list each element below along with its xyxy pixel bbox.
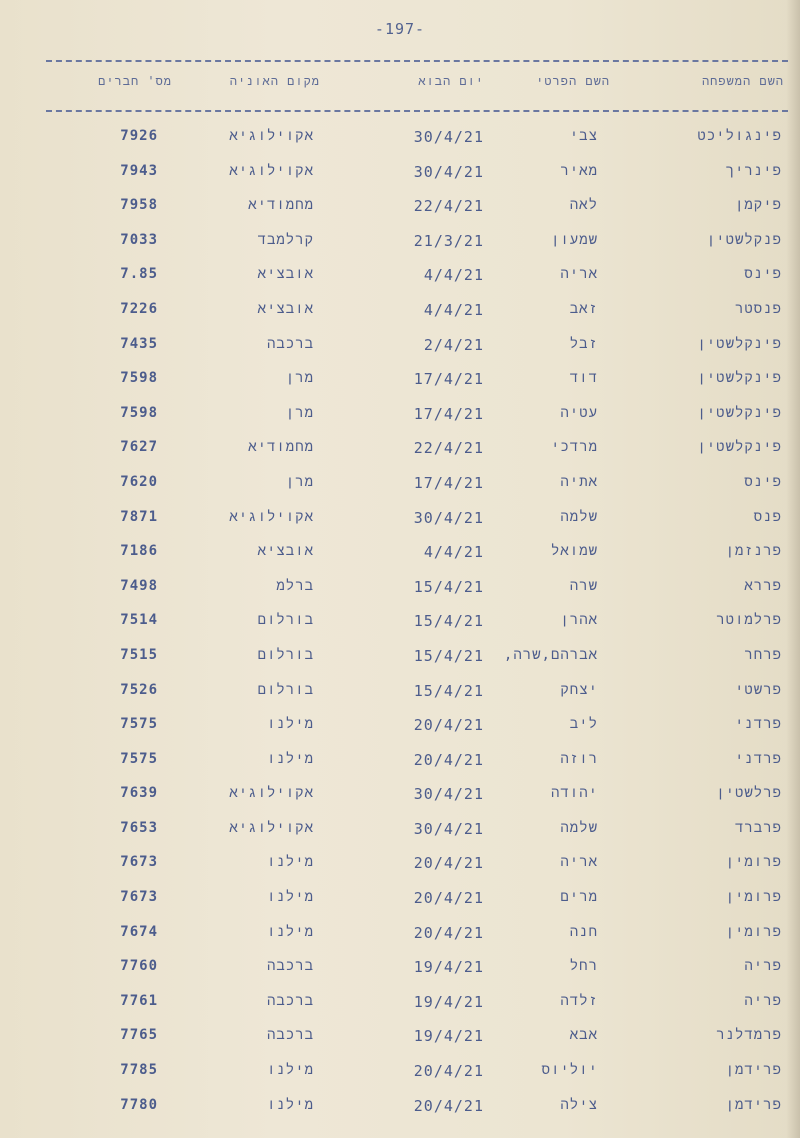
arrival-date-cell: 30/4/21 (413, 819, 484, 838)
table-row (46, 639, 788, 674)
ship-place-cell: אובציא (257, 266, 314, 283)
family-name-cell: פינס (744, 473, 782, 490)
family-name-cell: פנסטר (734, 300, 782, 317)
first-name-cell: רחל (569, 958, 598, 975)
ship-place-cell: אקוילוגיא (229, 508, 314, 525)
arrival-date-cell: 20/4/21 (413, 716, 484, 735)
first-name-cell: שרה (569, 577, 598, 594)
member-number-cell: 7871 (120, 508, 158, 525)
ship-place-cell: אקוילוגיא (229, 819, 314, 836)
member-number-cell: 7575 (120, 750, 158, 767)
family-name-cell: פריה (744, 992, 782, 1009)
ship-place-cell: מילנו (266, 889, 314, 906)
page-number: -197- (374, 20, 426, 38)
arrival-date-cell: 4/4/21 (423, 300, 484, 319)
family-name-cell: פררא (744, 577, 782, 594)
family-name-cell: פינריך (725, 162, 782, 179)
family-name-cell: פינקלשטין (697, 439, 782, 456)
ship-place-cell: בורלום (257, 612, 314, 629)
family-name-cell: פרידמן (725, 1096, 782, 1113)
table-header (46, 70, 788, 100)
table-row (46, 708, 788, 743)
member-number-cell: 7033 (120, 231, 158, 248)
family-name-cell: פריה (744, 958, 782, 975)
first-name-cell: רוזה (560, 750, 598, 767)
first-name-cell: יצחק (560, 681, 598, 698)
page-edge-shadow (786, 0, 800, 1138)
family-name-cell: פרחר (744, 646, 782, 663)
member-number-cell: 7186 (120, 543, 158, 560)
table-row (46, 155, 788, 190)
table-row (46, 535, 788, 570)
table-row (46, 224, 788, 259)
member-number-cell: 7785 (120, 1062, 158, 1079)
first-name-cell: שמואל (550, 543, 598, 560)
first-name-cell: חנה (569, 923, 598, 940)
member-number-cell: 7514 (120, 612, 158, 629)
ship-place-cell: ברכבה (266, 992, 314, 1009)
arrival-date-cell: 22/4/21 (413, 439, 484, 458)
family-name-cell: פרנזמן (725, 543, 782, 560)
arrival-date-cell: 15/4/21 (413, 612, 484, 631)
ship-place-cell: בורלום (257, 646, 314, 663)
first-name-cell: לאה (569, 197, 598, 214)
ship-place-cell: ברכבה (266, 1027, 314, 1044)
member-number-cell: 7958 (120, 197, 158, 214)
family-name-cell: פינקלשטין (697, 335, 782, 352)
member-number-cell: 7780 (120, 1096, 158, 1113)
family-name-cell: פינקלשטין (697, 404, 782, 421)
family-name-cell: פיקמן (734, 197, 782, 214)
ship-place-cell: אובציא (257, 300, 314, 317)
ship-place-cell: אובציא (257, 543, 314, 560)
member-number-cell: 7620 (120, 473, 158, 490)
family-name-cell: פרלשטין (716, 785, 782, 802)
arrival-date-cell: 20/4/21 (413, 889, 484, 908)
ship-place-cell: קרלמבד (257, 231, 314, 248)
member-number-cell: 7627 (120, 439, 158, 456)
ship-place-cell: מרן (285, 370, 314, 387)
table-row (46, 881, 788, 916)
first-name-cell: יוליוס (541, 1062, 598, 1079)
ship-place-cell: מחמודיא (248, 197, 314, 214)
first-name-cell: אהרן (560, 612, 598, 629)
arrival-date-cell: 30/4/21 (413, 128, 484, 146)
member-number-cell: 7226 (120, 300, 158, 317)
header-ship-place: מקום האוניה (229, 74, 320, 88)
member-number-cell: 7598 (120, 370, 158, 387)
first-name-cell: יהודה (550, 785, 598, 802)
ship-place-cell: מרן (285, 473, 314, 490)
first-name-cell: צילה (560, 1096, 598, 1113)
ship-place-cell: ברכבה (266, 958, 314, 975)
family-name-cell: פרומין (725, 854, 782, 871)
member-number-cell: 7674 (120, 923, 158, 940)
first-name-cell: שלמה (560, 819, 598, 836)
first-name-cell: אריה (560, 266, 598, 283)
arrival-date-cell: 4/4/21 (423, 266, 484, 285)
member-number-cell: 7.85 (120, 266, 158, 283)
family-name-cell: פרומין (725, 923, 782, 940)
first-name-cell: שלמה (560, 508, 598, 525)
first-name-cell: דוד (569, 370, 598, 387)
table-row (46, 120, 788, 155)
first-name-cell: מרים (560, 889, 598, 906)
arrival-date-cell: 20/4/21 (413, 854, 484, 873)
table-row (46, 501, 788, 536)
table-row (46, 743, 788, 778)
table-row (46, 916, 788, 951)
table-row (46, 431, 788, 466)
member-number-cell: 7575 (120, 716, 158, 733)
arrival-date-cell: 21/3/21 (413, 231, 484, 250)
first-name-cell: מרדכי (550, 439, 598, 456)
table-row (46, 293, 788, 328)
table-row (46, 189, 788, 224)
table-row (46, 950, 788, 985)
ship-place-cell: בורלום (257, 681, 314, 698)
table-row (46, 397, 788, 432)
ship-place-cell: מחמודיא (248, 439, 314, 456)
member-number-cell: 7515 (120, 646, 158, 663)
table-body (46, 120, 788, 1123)
ship-place-cell: מילנו (266, 854, 314, 871)
arrival-date-cell: 19/4/21 (413, 958, 484, 977)
ship-place-cell: מילנו (266, 1096, 314, 1113)
table-row (46, 258, 788, 293)
arrival-date-cell: 15/4/21 (413, 681, 484, 700)
arrival-date-cell: 20/4/21 (413, 1096, 484, 1115)
arrival-date-cell: 19/4/21 (413, 1027, 484, 1046)
member-number-cell: 7526 (120, 681, 158, 698)
member-number-cell: 7673 (120, 854, 158, 871)
arrival-date-cell: 15/4/21 (413, 577, 484, 596)
header-family-name: השם המשפחה (701, 74, 784, 88)
family-name-cell: פנקלשטין (706, 231, 782, 248)
arrival-date-cell: 15/4/21 (413, 646, 484, 665)
arrival-date-cell: 19/4/21 (413, 992, 484, 1011)
member-number-cell: 7435 (120, 335, 158, 352)
member-number-cell: 7760 (120, 958, 158, 975)
family-name-cell: פינקלשטין (697, 370, 782, 387)
first-name-cell: עטיה (560, 404, 598, 421)
ship-place-cell: אקוילוגיא (229, 785, 314, 802)
member-number-cell: 7765 (120, 1027, 158, 1044)
family-name-cell: פינגוליכט (697, 128, 782, 144)
ship-place-cell: ברלמ (276, 577, 314, 594)
ship-place-cell: מילנו (266, 1062, 314, 1079)
ship-place-cell: מילנו (266, 750, 314, 767)
arrival-date-cell: 17/4/21 (413, 404, 484, 423)
arrival-date-cell: 30/4/21 (413, 162, 484, 181)
table-row (46, 570, 788, 605)
first-name-cell: מאיר (560, 162, 598, 179)
family-name-cell: פינס (744, 266, 782, 283)
table-row (46, 846, 788, 881)
arrival-date-cell: 20/4/21 (413, 923, 484, 942)
first-name-cell: ליב (569, 716, 598, 733)
first-name-cell: אברהם,שרה, (503, 646, 598, 663)
table-row (46, 604, 788, 639)
arrival-date-cell: 20/4/21 (413, 1062, 484, 1081)
family-name-cell: פרידמן (725, 1062, 782, 1079)
arrival-date-cell: 30/4/21 (413, 785, 484, 804)
family-name-cell: פרדני (734, 750, 782, 767)
ship-place-cell: מילנו (266, 923, 314, 940)
first-name-cell: אבא (569, 1027, 598, 1044)
header-member-number: מס' חברים (98, 74, 172, 88)
table-row (46, 1054, 788, 1089)
ship-place-cell: מילנו (266, 716, 314, 733)
first-name-cell: אתיה (560, 473, 598, 490)
ship-place-cell: אקוילוגיא (229, 128, 314, 144)
family-name-cell: פרומין (725, 889, 782, 906)
first-name-cell: שמעון (550, 231, 598, 248)
member-number-cell: 7943 (120, 162, 158, 179)
arrival-date-cell: 22/4/21 (413, 197, 484, 216)
table-row (46, 1019, 788, 1054)
header-first-name: השם הפרטי (536, 74, 610, 88)
first-name-cell: אריה (560, 854, 598, 871)
arrival-date-cell: 30/4/21 (413, 508, 484, 527)
family-name-cell: פרלמוטר (716, 612, 782, 629)
member-number-cell: 7498 (120, 577, 158, 594)
arrival-date-cell: 4/4/21 (423, 543, 484, 562)
first-name-cell: זאב (569, 300, 598, 317)
member-number-cell: 7761 (120, 992, 158, 1009)
member-number-cell: 7598 (120, 404, 158, 421)
family-name-cell: פרמדלנר (716, 1027, 782, 1044)
first-name-cell: זלדה (560, 992, 598, 1009)
header-arrival-date: יום הבוא (418, 74, 484, 88)
arrival-date-cell: 2/4/21 (423, 335, 484, 354)
member-number-cell: 7639 (120, 785, 158, 802)
arrival-date-cell: 20/4/21 (413, 750, 484, 769)
table-row (46, 985, 788, 1020)
family-name-cell: פרשטי (734, 681, 782, 698)
table-row (46, 777, 788, 812)
table-row (46, 466, 788, 501)
first-name-cell: זבל (569, 335, 598, 352)
table-row (46, 674, 788, 709)
table-row (46, 812, 788, 847)
family-name-cell: פנס (753, 508, 782, 525)
first-name-cell: צבי (569, 128, 598, 144)
family-name-cell: פרברד (734, 819, 782, 836)
header-top-rule (46, 60, 788, 62)
ship-place-cell: ברכבה (266, 335, 314, 352)
ship-place-cell: אקוילוגיא (229, 162, 314, 179)
table-row (46, 328, 788, 363)
arrival-date-cell: 17/4/21 (413, 473, 484, 492)
table-row (46, 362, 788, 397)
member-number-cell: 7673 (120, 889, 158, 906)
arrival-date-cell: 17/4/21 (413, 370, 484, 389)
header-bottom-rule (46, 110, 788, 112)
family-name-cell: פרדני (734, 716, 782, 733)
member-number-cell: 7926 (120, 128, 158, 144)
ship-place-cell: מרן (285, 404, 314, 421)
member-number-cell: 7653 (120, 819, 158, 836)
table-row (46, 1089, 788, 1124)
